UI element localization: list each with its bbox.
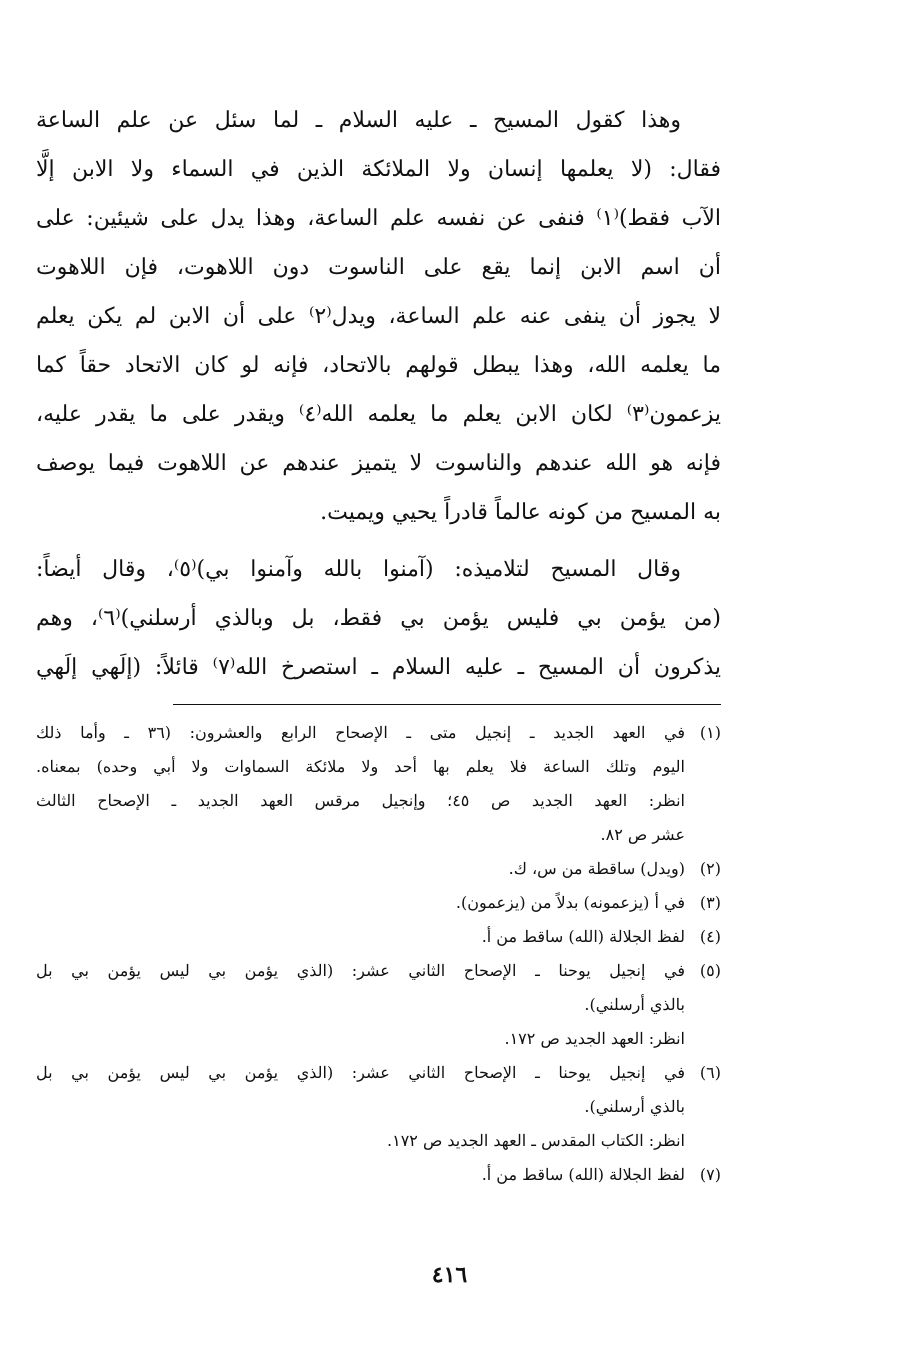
paragraph xyxy=(36,545,721,692)
paragraph xyxy=(36,96,721,537)
footnote xyxy=(36,1158,721,1192)
text-line: وهذا كقول المسيح ـ عليه السلام ـ لما سئل عن علم الساعة xyxy=(36,108,681,133)
footnote xyxy=(36,886,721,920)
footnote-line: انظر: الكتاب المقدس ـ العهد الجديد ص ١٧٢. xyxy=(387,1131,685,1150)
footnote xyxy=(36,852,721,886)
footnote-line: لفظ الجلالة (الله) ساقط من أ. xyxy=(481,1165,685,1184)
text-line: يزعمون⁽٣⁾ لكان الابن يعلم ما يعلمه الله⁽٤⁾ ويقدر على ما يقدر عليه، xyxy=(36,402,721,427)
footnote-number: (٤) xyxy=(699,927,721,946)
text-line: فقال: (لا يعلمها إنسان ولا الملائكة الذين في السماء ولا الابن إلَّا xyxy=(36,157,721,182)
footnote xyxy=(36,1056,721,1158)
footnote-number: (٢) xyxy=(699,859,721,878)
footnote-number: (٣) xyxy=(699,893,721,912)
footnote-separator xyxy=(173,704,721,705)
footnote-line: انظر: العهد الجديد ص ١٧٢. xyxy=(504,1029,685,1048)
footnote-line: في العهد الجديد ـ إنجيل متى ـ الإصحاح الرابع والعشرون: (٣٦ ـ وأما ذلك xyxy=(36,723,685,742)
footnote-number: (٦) xyxy=(699,1063,721,1082)
footnote-line: عشر ص ٨٢. xyxy=(600,825,685,844)
footnote xyxy=(36,920,721,954)
text-line: ما يعلمه الله، وهذا يبطل قولهم بالاتحاد، فإنه لو كان الاتحاد حقاً كما xyxy=(36,353,721,378)
footnote-number: (١) xyxy=(699,723,721,742)
footnote-line: في إنجيل يوحنا ـ الإصحاح الثاني عشر: (الذي يؤمن بي ليس يؤمن بي بل xyxy=(36,961,685,980)
footnote xyxy=(36,954,721,1056)
text-line: وقال المسيح لتلاميذه: (آمنوا بالله وآمنوا بي)⁽٥⁾، وقال أيضاً: xyxy=(36,557,682,582)
footnote-line: انظر: العهد الجديد ص ٤٥؛ وإنجيل مرقس العهد الجديد ـ الإصحاح الثالث xyxy=(36,791,685,810)
footnote-number: (٥) xyxy=(699,961,721,980)
text-line: فإنه هو الله عندهم والناسوت لا يتميز عندهم عن اللاهوت فيما يوصف xyxy=(36,451,721,476)
footnotes xyxy=(36,716,721,1192)
footnote-number: (٧) xyxy=(699,1165,721,1184)
text-line: لا يجوز أن ينفى عنه علم الساعة، ويدل⁽٢⁾ على أن الابن لم يكن يعلم xyxy=(36,304,721,329)
text-line: به المسيح من كونه عالماً قادراً يحيي ويميت. xyxy=(320,500,721,525)
footnote-line: بالذي أرسلني). xyxy=(584,995,685,1014)
text-line: الآب فقط)⁽١⁾ فنفى عن نفسه علم الساعة، وهذا يدل على شيئين: على xyxy=(36,206,721,231)
page-number: ٤١٦ xyxy=(431,1262,468,1288)
footnote xyxy=(36,716,721,852)
footnote-line: اليوم وتلك الساعة فلا يعلم بها أحد ولا ملائكة السماوات ولا أبي وحده) بمعناه. xyxy=(36,757,685,776)
footnote-line: لفظ الجلالة (الله) ساقط من أ. xyxy=(481,927,685,946)
text-line: (من يؤمن بي فليس يؤمن بي فقط، بل وبالذي أرسلني)⁽٦⁾، وهم xyxy=(36,606,721,631)
footnote-line: (ويدل) ساقطة من س، ك. xyxy=(508,859,685,878)
footnote-line: بالذي أرسلني). xyxy=(584,1097,685,1116)
footnote-line: في إنجيل يوحنا ـ الإصحاح الثاني عشر: (الذي يؤمن بي ليس يؤمن بي بل xyxy=(36,1063,685,1082)
text-line: يذكرون أن المسيح ـ عليه السلام ـ استصرخ الله⁽٧⁾ قائلاً: (إلَهي إلَهي xyxy=(36,655,721,680)
main-text xyxy=(36,96,721,692)
text-line: أن اسم الابن إنما يقع على الناسوت دون اللاهوت، فإن اللاهوت xyxy=(36,255,721,280)
footnote-line: في أ (يزعمونه) بدلاً من (يزعمون). xyxy=(455,893,685,912)
